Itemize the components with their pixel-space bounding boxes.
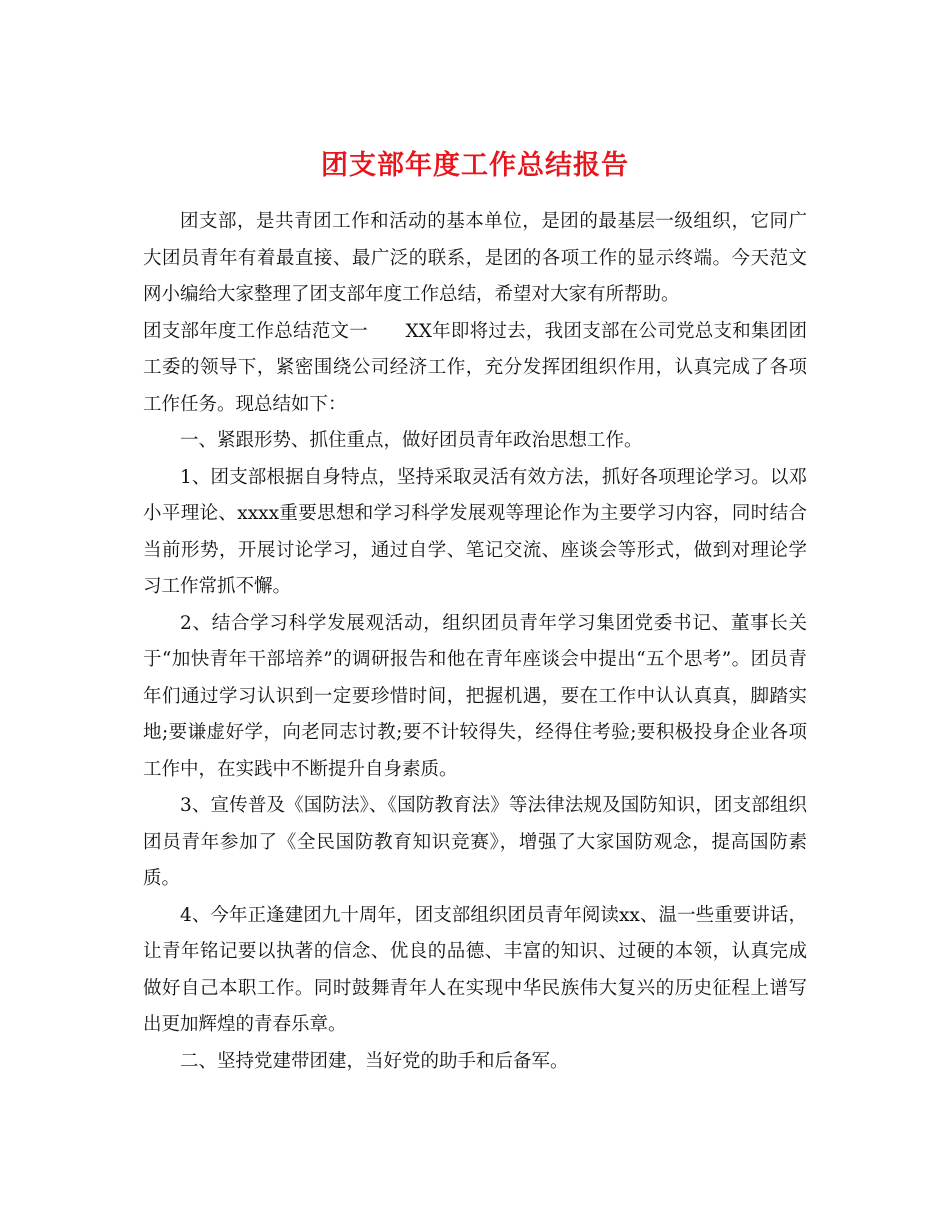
paragraph-item-2: 2、结合学习科学发展观活动，组织团员青年学习集团党委书记、董事长关于“加快青年干部培养”的调研报告和他在青年座谈会中提出“五个思考”。团员青年们通过学习认识到一定要珍惜时间，把握机遇，要在工作中认认真真，脚踏实地;要谦虚好学，向老同志讨教;要不计较得失，经得住考验;要积极投身企业各项工作中，在实践中不断提升自身素质。 [143, 612, 807, 780]
section-heading-one: 一、紧跟形势、抓住重点，做好团员青年政治思想工作。 [180, 430, 643, 451]
paragraph-sample-one-opening: 团支部年度工作总结范文一 XX年即将过去，我团支部在公司党总支和集团团工委的领导下，紧密围绕公司经济工作，充分发挥团组织作用，认真完成了各项工作任务。现总结如下： [143, 320, 807, 415]
paragraph-item-3: 3、宣传普及《国防法》、《国防教育法》等法律法规及国防知识，团支部组织团员青年参加了《全民国防教育知识竞赛》，增强了大家国防观念，提高国防素质。 [143, 795, 807, 889]
paragraph-item-4: 4、今年正逢建团九十周年，团支部组织团员青年阅读xx、温一些重要讲话，让青年铭记要以执著的信念、优良的品德、丰富的知识、过硬的本领，认真完成做好自己本职工作。同时鼓舞青年人在实现中华民族伟大复兴的历史征程上谱写出更加辉煌的青春乐章。 [143, 904, 807, 1035]
paragraph-intro: 团支部，是共青团工作和活动的基本单位，是团的最基层一级组织，它同广大团员青年有着最直接、最广泛的联系，是团的各项工作的显示终端。今天范文网小编给大家整理了团支部年度工作总结，希望对大家有所帮助。 [143, 211, 807, 305]
document-body [143, 204, 807, 1080]
section-heading-two: 二、坚持党建带团建，当好党的助手和后备军。 [180, 1050, 569, 1072]
paragraph-item-1: 1、团支部根据自身特点，坚持采取灵活有效方法，抓好各项理论学习。以邓小平理论、xxxx重要思想和学习科学发展观等理论作为主要学习内容，同时结合当前形势，开展讨论学习，通过自学、笔记交流、座谈会等形式，做到对理论学习工作常抓不懈。 [143, 466, 807, 597]
document-title: 团支部年度工作总结报告 [321, 150, 629, 182]
